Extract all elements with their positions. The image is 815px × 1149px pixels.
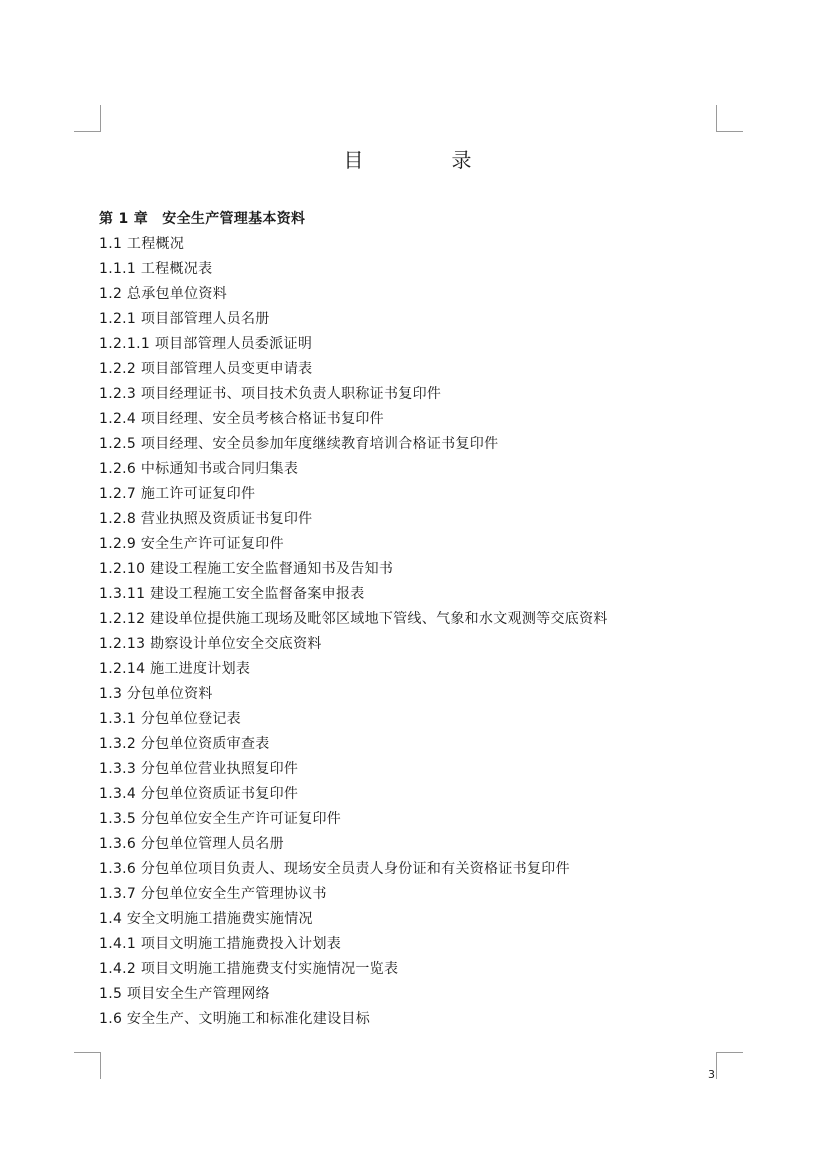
toc-entry: 1.2.6 中标通知书或合同归集表 — [99, 461, 299, 477]
corner-mark-top-left — [74, 105, 101, 132]
toc-entry: 1.6 安全生产、文明施工和标准化建设目标 — [99, 1011, 371, 1027]
toc-entry: 1.2.12 建设单位提供施工现场及毗邻区域地下管线、气象和水文观测等交底资料 — [99, 611, 608, 627]
toc-entry: 1.3.6 分包单位项目负责人、现场安全员责人身份证和有关资格证书复印件 — [99, 861, 570, 877]
toc-entry: 1.2 总承包单位资料 — [99, 286, 228, 302]
toc-entry: 1.2.14 施工进度计划表 — [99, 661, 251, 677]
corner-mark-bottom-right — [716, 1052, 743, 1079]
toc-entry: 1.3.7 分包单位安全生产管理协议书 — [99, 886, 327, 902]
corner-mark-top-right — [716, 105, 743, 132]
corner-mark-bottom-left — [74, 1052, 101, 1079]
toc-entry: 1.3.6 分包单位管理人员名册 — [99, 836, 284, 852]
toc-entry: 1.3 分包单位资料 — [99, 686, 213, 702]
toc-chapter-heading: 第 1 章 安全生产管理基本资料 — [99, 211, 306, 227]
toc-entry: 1.3.1 分包单位登记表 — [99, 711, 241, 727]
toc-entry: 1.2.3 项目经理证书、项目技术负责人职称证书复印件 — [99, 386, 442, 402]
toc-entry: 1.3.3 分包单位营业执照复印件 — [99, 761, 299, 777]
toc-entry: 1.2.9 安全生产许可证复印件 — [99, 536, 284, 552]
toc-entry: 1.4.1 项目文明施工措施费投入计划表 — [99, 936, 342, 952]
toc-entry: 1.1.1 工程概况表 — [99, 261, 213, 277]
toc-entry: 1.2.13 勘察设计单位安全交底资料 — [99, 636, 322, 652]
toc-entry: 1.2.1 项目部管理人员名册 — [99, 311, 270, 327]
toc-entry: 1.2.2 项目部管理人员变更申请表 — [99, 361, 313, 377]
page-number: 3 — [708, 1068, 715, 1081]
toc-entry: 1.3.5 分包单位安全生产许可证复印件 — [99, 811, 342, 827]
toc-entry: 1.2.7 施工许可证复印件 — [99, 486, 256, 502]
page-title: 目 录 — [343, 148, 506, 172]
toc-entry: 1.3.4 分包单位资质证书复印件 — [99, 786, 299, 802]
toc-entry: 1.4.2 项目文明施工措施费支付实施情况一览表 — [99, 961, 399, 977]
toc-entry: 1.3.11 建设工程施工安全监督备案申报表 — [99, 586, 365, 602]
toc-entry: 1.2.4 项目经理、安全员考核合格证书复印件 — [99, 411, 384, 427]
toc-entry: 1.2.8 营业执照及资质证书复印件 — [99, 511, 313, 527]
toc-entry: 1.3.2 分包单位资质审查表 — [99, 736, 270, 752]
toc-entry: 1.2.10 建设工程施工安全监督通知书及告知书 — [99, 561, 394, 577]
table-of-contents — [99, 207, 608, 1032]
toc-entry: 1.4 安全文明施工措施费实施情况 — [99, 911, 313, 927]
toc-entry: 1.1 工程概况 — [99, 236, 185, 252]
toc-entry: 1.2.1.1 项目部管理人员委派证明 — [99, 336, 313, 352]
toc-entry: 1.5 项目安全生产管理网络 — [99, 986, 270, 1002]
toc-entry: 1.2.5 项目经理、安全员参加年度继续教育培训合格证书复印件 — [99, 436, 499, 452]
